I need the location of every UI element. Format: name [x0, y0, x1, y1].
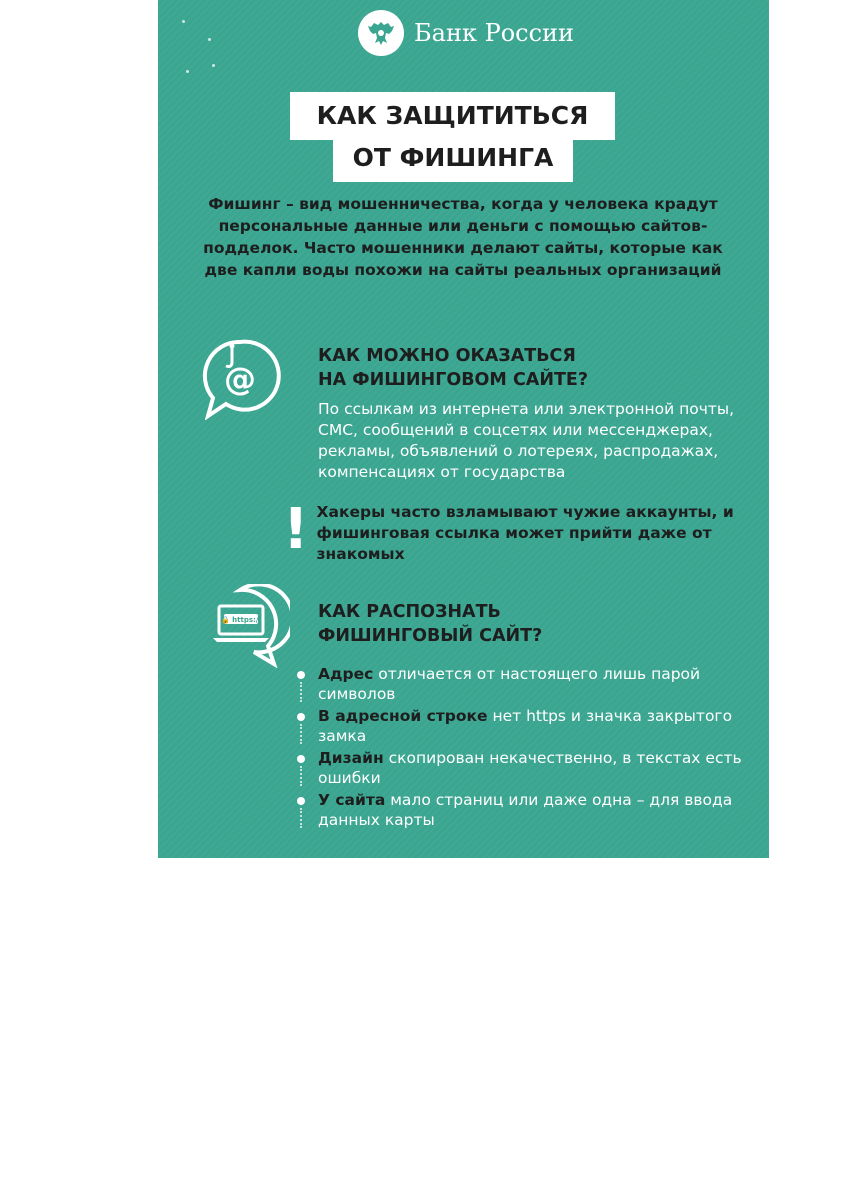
section1-heading: [318, 344, 738, 392]
list-item: [294, 791, 744, 830]
title-line-2: ОТ ФИШИНГА: [333, 134, 573, 182]
section1-heading-line2: НА ФИШИНГОВОМ САЙТЕ?: [318, 370, 589, 390]
section1-body: По ссылкам из интернета или электронной почты, СМС, сообщений в соцсетях или мессенджерах, рекламы, объявлений о лотереях, распродажах, компенсациях от государства: [318, 400, 735, 481]
bullet-dot-icon: [297, 755, 305, 763]
brand-name: Банк России: [414, 19, 575, 47]
section1-heading-line1: КАК МОЖНО ОКАЗАТЬСЯ: [318, 346, 576, 366]
bullet-dot-icon: [297, 671, 305, 679]
bullet-text: отличается от настоящего лишь парой символов: [318, 665, 701, 703]
dotted-trail-icon: [300, 808, 304, 828]
bullet-text: нет https и значка закрытого замка: [318, 707, 733, 745]
section2-heading-line2: ФИШИНГОВЫЙ САЙТ?: [318, 626, 543, 646]
dotted-trail-icon: [300, 724, 304, 744]
bullet-bold: Дизайн: [318, 749, 384, 767]
exclamation-icon: !: [283, 497, 309, 562]
double-headed-eagle-icon: [358, 10, 404, 56]
bullet-bold: В адресной строке: [318, 707, 488, 725]
warning-text: Хакеры часто взламывают чужие аккаунты, и фишинговая ссылка может прийти даже от знакомых: [316, 503, 734, 563]
brand-logo: [358, 10, 574, 56]
dotted-trail-icon: [300, 682, 304, 702]
flyer: [158, 0, 769, 858]
svg-text:🔒 https://: 🔒 https://: [221, 616, 261, 624]
list-item: [294, 749, 744, 788]
warning-block: [283, 497, 743, 565]
bullet-dot-icon: [297, 713, 305, 721]
bullet-bold: Адрес: [318, 665, 374, 683]
at-fishhook-bubble-icon: [198, 336, 290, 424]
svg-text:@: @: [224, 360, 256, 398]
section2-heading-line1: КАК РАСПОЗНАТЬ: [318, 602, 501, 622]
laptop-https-bubble-icon: [198, 584, 290, 672]
list-item: [294, 707, 744, 746]
section2-heading: [318, 600, 738, 648]
bullet-text: скопирован некачественно, в текстах есть ошибки: [318, 749, 742, 787]
bullet-bold: У сайта: [318, 791, 386, 809]
bullet-dot-icon: [297, 797, 305, 805]
title-line-1: КАК ЗАЩИТИТЬСЯ: [290, 92, 615, 140]
bullet-list: [294, 665, 744, 833]
dotted-trail-icon: [300, 766, 304, 786]
bullet-text: мало страниц или даже одна – для ввода данных карты: [318, 791, 733, 829]
intro-paragraph: Фишинг – вид мошенничества, когда у человека крадут персональные данные или деньги с помощью сайтов-подделок. Часто мошенники делают сайты, которые как две капли воды похожи на сайты реальных организаций: [203, 195, 723, 279]
list-item: [294, 665, 744, 704]
